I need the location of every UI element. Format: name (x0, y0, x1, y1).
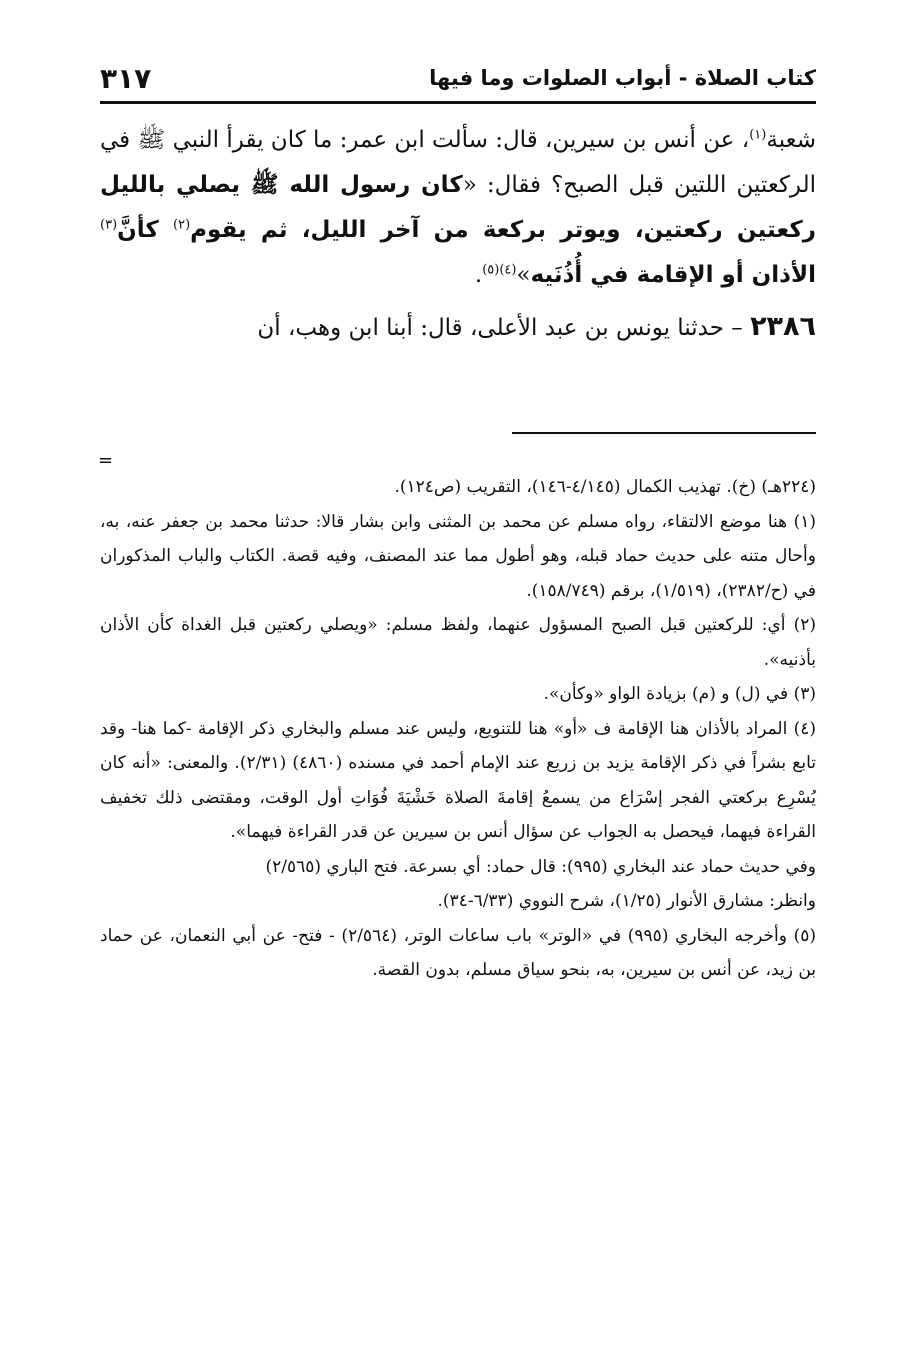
text-run: . (474, 262, 483, 288)
hadith-quote: كأنَّ (117, 217, 174, 243)
footnote-4-part-3: وانظر: مشارق الأنوار (١/٢٥)، شرح النووي (٦/٣٣-٣٤). (437, 891, 816, 911)
hadith-quote: كان رسول الله ﷺ يصلي بالليل ركعتين ركعتين، ويوتر بركعة من آخر الليل، ثم يقوم (100, 172, 816, 243)
footnote-5: (٥) وأخرجه البخاري (٩٩٥) في «الوتر» باب ساعات الوتر، (٢/٥٦٤) - فتح- عن أبي النعمان، عن حماد بن زيد، عن أنس بن سيرين، به، بنحو سياق مسلم، بدون القصة. (100, 925, 817, 980)
hadith-2386 (100, 304, 816, 351)
footnote-1: (١) هنا موضع الالتقاء، رواه مسلم عن محمد بن المثنى وابن بشار قالا: حدثنا محمد بن جعفر عنه، به، وأحال متنه على حديث حماد قبله، وهو أطول مما عند المصنف، وفيه قصة. الكتاب والباب المذكوران في (ح/٢٣٨٢)، (١/٥١٩)، برقم (١٥٨/٧٤٩). (100, 511, 816, 601)
footnote-continuation: (٢٢٤هـ) (خ). تهذيب الكمال (٤/١٤٥-١٤٦)، التقريب (ص١٢٤). (394, 477, 816, 497)
footnote-3: (٣) في (ل) و (م) بزيادة الواو «وكأن». (543, 684, 816, 704)
text-run: ، عن أنس بن سيرين، قال: سألت ابن عمر: ما كان يقرأ النبي ﷺ في الركعتين اللتين قبل الصبح؟ فقال: « (100, 127, 817, 198)
hadith-text: – حدثنا يونس بن عبد الأعلى، قال: أبنا ابن وهب، أن (257, 315, 743, 341)
hadith-number: ٢٣٨٦ (750, 311, 816, 342)
running-header (100, 56, 816, 100)
hadith-quote: الأذان أو الإقامة في أُذُنَيه (530, 262, 816, 288)
footnote-separator (512, 432, 816, 434)
footnote-ref: (٤)(٥) (482, 262, 517, 278)
footnotes (100, 470, 816, 988)
footnote-ref: (٢) (173, 217, 191, 233)
main-text (100, 118, 816, 351)
footnote-4-part-2: وفي حديث حماد عند البخاري (٩٩٥): قال حماد: أي بسرعة. فتح الباري (٢/٥٦٥) (265, 856, 816, 877)
footnote-2: (٢) أي: للركعتين قبل الصبح المسؤول عنهما، ولفظ مسلم: «ويصلي ركعتين قبل الغداة كأن الأذان بأذنيه». (100, 615, 816, 670)
header-title: كتاب الصلاة - أبواب الصلوات وما فيها (429, 66, 816, 90)
text-run: شعبة (766, 127, 816, 153)
header-rule (100, 101, 816, 104)
footnote-ref: (١) (749, 127, 767, 143)
hadith-paragraph (100, 118, 816, 298)
footnote-4: (٤) المراد بالأذان هنا الإقامة ف «أو» هنا للتنويع، وليس عند مسلم والبخاري ذكر الإقامة -كما هنا- وقد تابع بشراً في ذكر الإقامة يزيد بن زريع عند الإمام أحمد في مسنده (٤٨٦٠) (٢/٣١). والمعنى: «أنه كان يُسْرِع بركعتي الفجر إسْرَاع من يسمعُ إقامةَ الصلاة خَشْيَةَ فُوَاتِ أول الوقت، ومقتضى ذلك تخفيف القراءة فيهما، فيحصل به الجواب عن سؤال أنس بن سيرين عن قدر القراءة فيهما». (100, 718, 816, 842)
text-run: » (516, 262, 531, 288)
footnote-ref: (٣) (100, 217, 118, 233)
continuation-mark: = (98, 450, 114, 471)
page-number: ٣١٧ (100, 61, 152, 95)
